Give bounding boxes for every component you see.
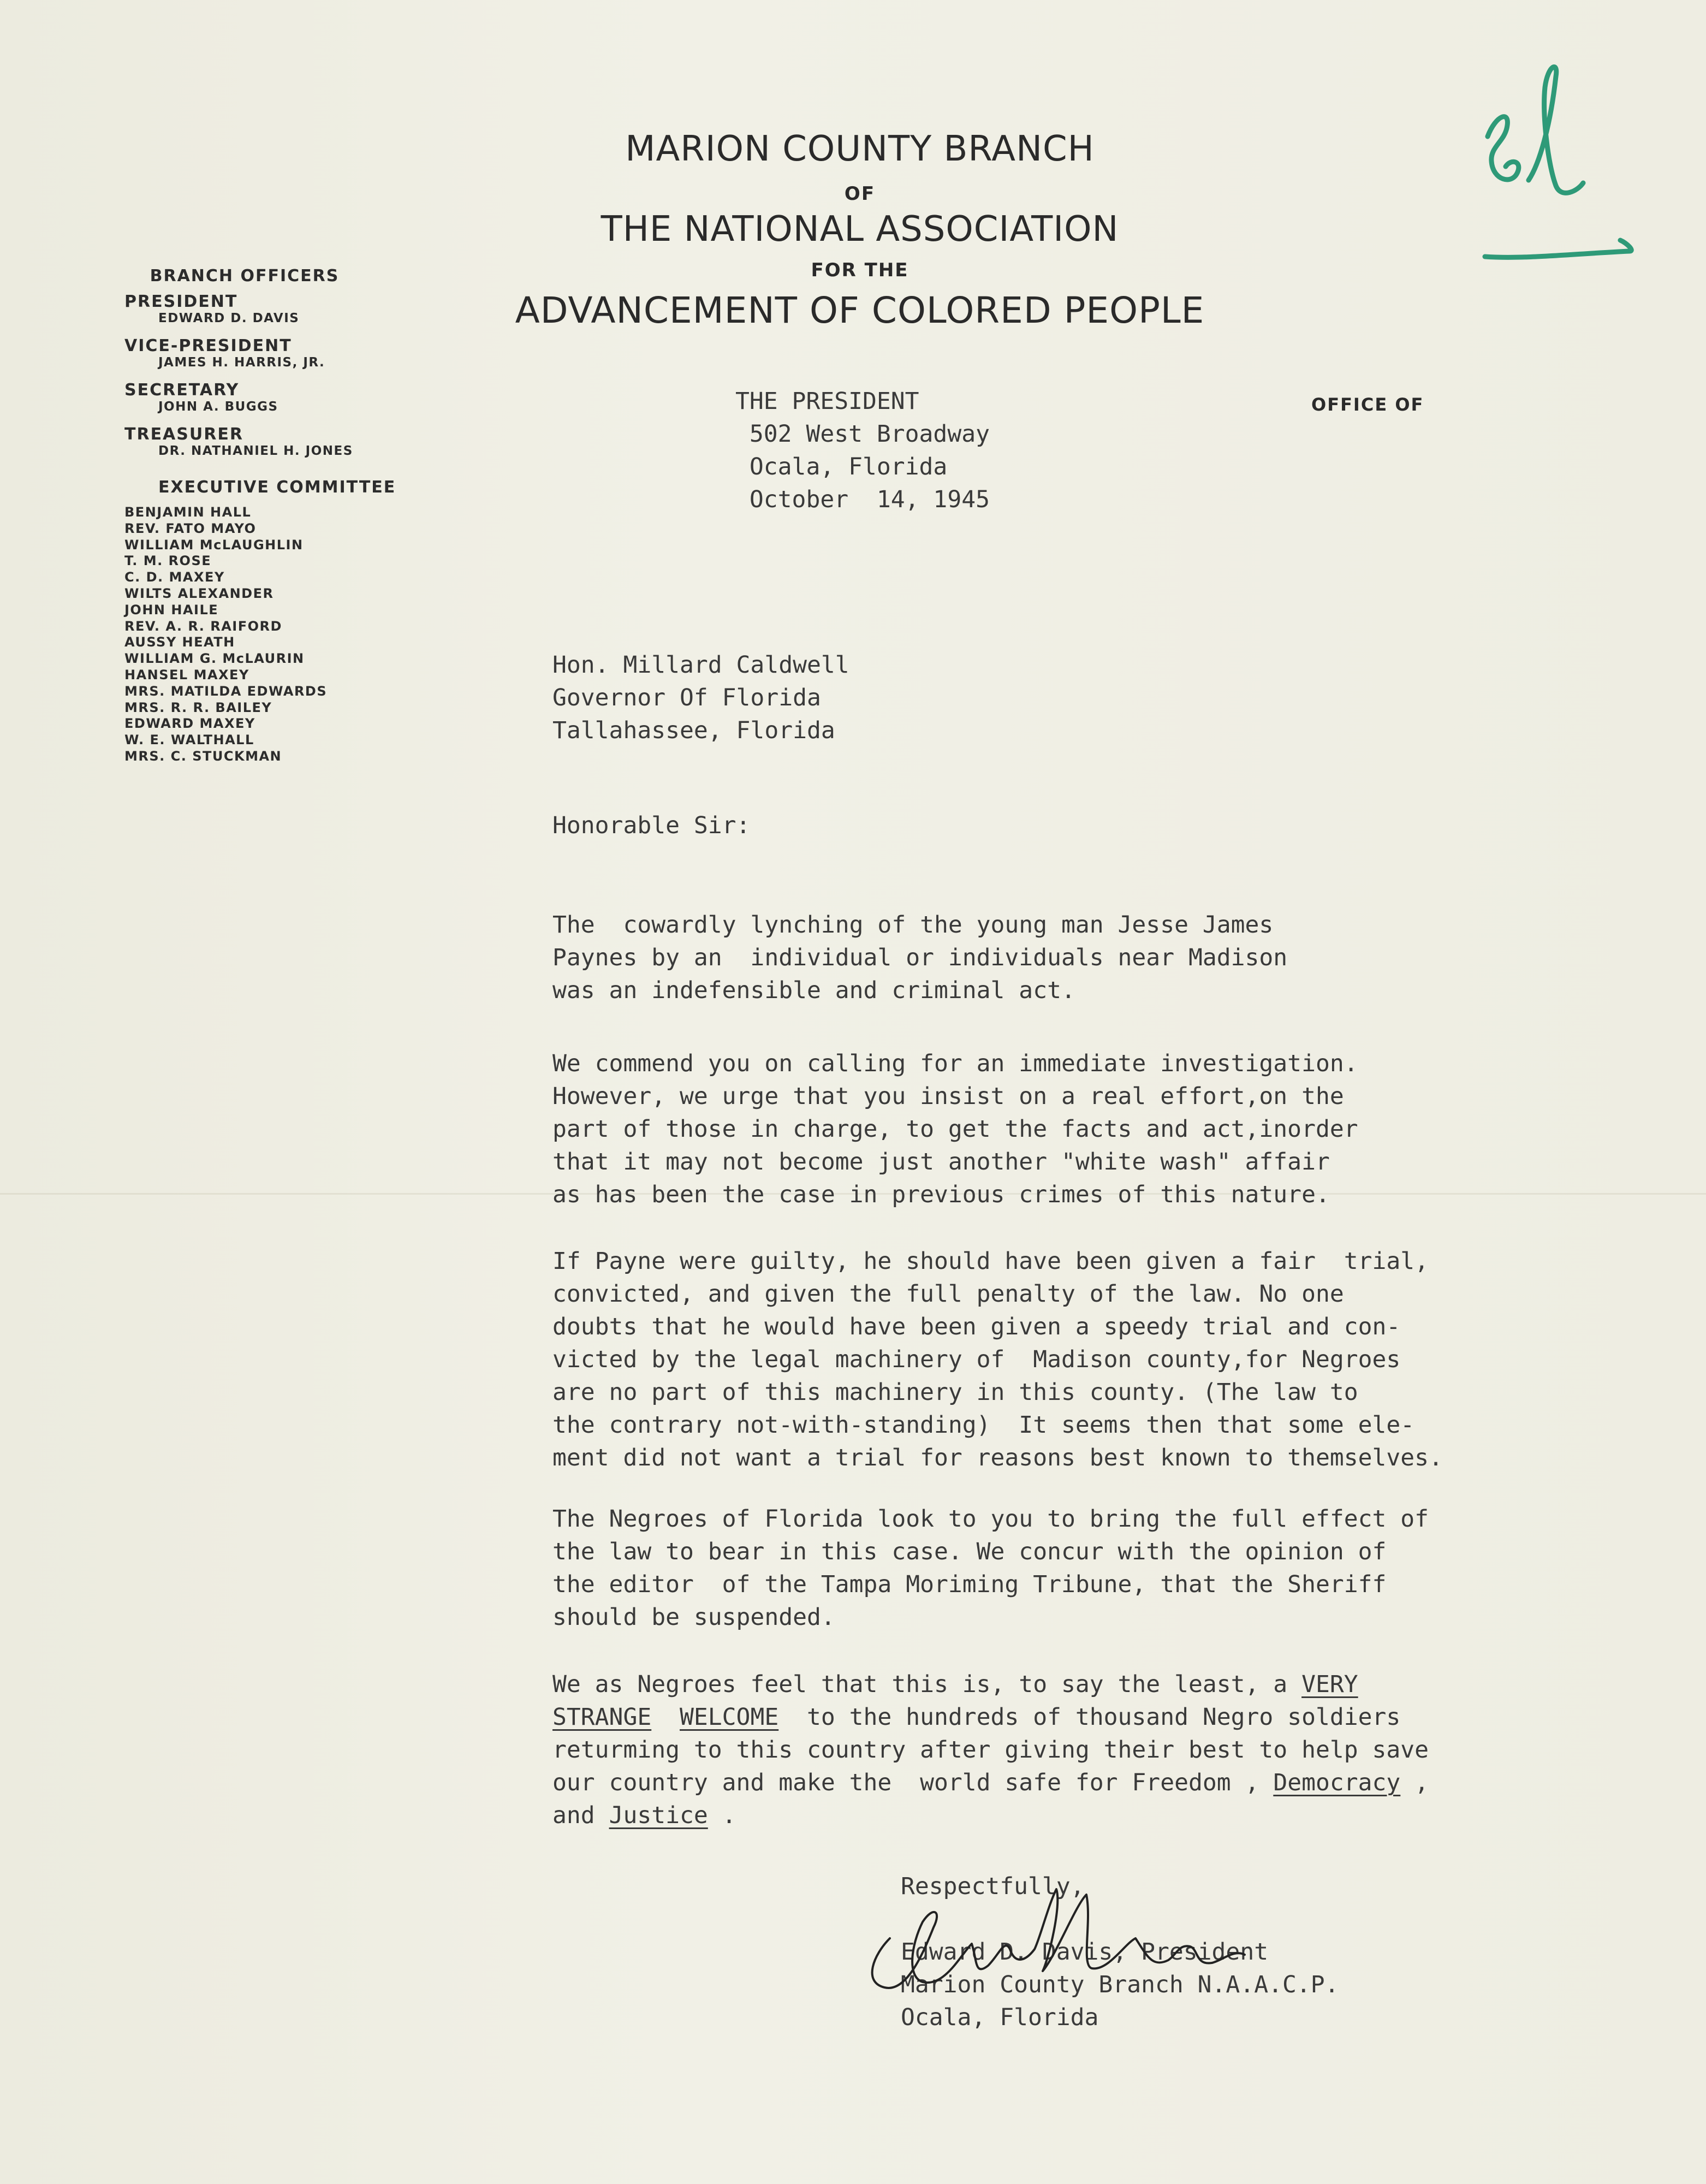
line-text: We as Negroes feel that this is, to say the least, a	[552, 1671, 1302, 1698]
body-line: part of those in charge, to get the facts and act,inorder	[552, 1115, 1358, 1143]
officers-column	[124, 266, 430, 765]
header-line: Ocala, Florida	[735, 453, 948, 480]
body-line: The cowardly lynching of the young man Jesse James	[552, 911, 1274, 939]
committee-member: EDWARD MAXEY	[124, 716, 255, 732]
body-line: ment did not want a trial for reasons best known to themselves.	[552, 1444, 1443, 1471]
recipient-address	[552, 649, 849, 747]
line-text: ,	[1400, 1769, 1429, 1796]
body-line: victed by the legal machinery of Madison county,for Negroes	[552, 1346, 1401, 1373]
committee-member: WILTS ALEXANDER	[124, 585, 274, 601]
officer-name: EDWARD D. DAVIS	[158, 311, 300, 325]
letterhead-line-2: OF	[844, 183, 876, 205]
body-line: the contrary not-with-standing) It seems then that some ele-	[552, 1411, 1415, 1439]
body-line: that it may not become just another "white wash" affair	[552, 1148, 1330, 1176]
body-line: Paynes by an individual or individuals near Madison	[552, 944, 1288, 971]
branch-officers-heading: BRANCH OFFICERS	[150, 266, 340, 286]
signer-city: Ocala, Florida	[901, 2004, 1099, 2031]
body-line: are no part of this machinery in this county. (The law to	[552, 1379, 1358, 1406]
underlined-strange: STRANGE	[552, 1704, 652, 1731]
committee-member: HANSEL MAXEY	[124, 667, 249, 682]
recipient-line: Governor Of Florida	[552, 684, 821, 711]
letterhead-line-1: MARION COUNTY BRANCH	[625, 129, 1095, 169]
recipient-line: Tallahassee, Florida	[552, 717, 835, 744]
committee-member: JOHN HAILE	[124, 602, 219, 618]
body-paragraph-5	[552, 1668, 1429, 1832]
officer-name: JOHN A. BUGGS	[158, 400, 278, 414]
body-line	[552, 1668, 1429, 1701]
letterhead-line-4: FOR THE	[811, 259, 909, 281]
body-line: the editor of the Tampa Moriming Tribune, that the Sheriff	[552, 1571, 1387, 1598]
header-line: 502 West Broadway	[735, 420, 990, 448]
line-text: our country and make the world safe for Freedom ,	[552, 1769, 1274, 1796]
executive-committee-heading: EXECUTIVE COMMITTEE	[158, 478, 396, 497]
line-text	[651, 1704, 680, 1731]
header-line: THE PRESIDENT	[735, 388, 919, 415]
officer-name: JAMES H. HARRIS, JR.	[158, 355, 325, 370]
signer-name: Edward D. Davis, President	[901, 1938, 1269, 1966]
body-line: as has been the case in previous crimes of this nature.	[552, 1181, 1330, 1208]
body-line: the law to bear in this case. We concur with the opinion of	[552, 1538, 1387, 1565]
committee-member: WILLIAM G. McLAURIN	[124, 651, 305, 667]
body-paragraph-1	[552, 909, 1287, 1007]
signer-org: Marion County Branch N.A.A.C.P.	[901, 1971, 1339, 1998]
body-line: was an indefensible and criminal act.	[552, 977, 1075, 1004]
body-line: However, we urge that you insist on a real effort,on the	[552, 1083, 1344, 1110]
committee-member: MRS. MATILDA EDWARDS	[124, 683, 328, 699]
officer-role: PRESIDENT	[124, 292, 238, 311]
sender-header	[735, 385, 990, 516]
handwritten-initials-mark	[1447, 55, 1643, 284]
body-line	[552, 1701, 1429, 1734]
line-text: to the hundreds of thousand Negro soldiers	[778, 1704, 1401, 1731]
committee-member: MRS. R. R. BAILEY	[124, 699, 272, 715]
committee-member: REV. FATO MAYO	[124, 520, 257, 536]
committee-member: BENJAMIN HALL	[124, 505, 252, 520]
body-paragraph-3	[552, 1245, 1443, 1474]
letterhead-line-5: ADVANCEMENT OF COLORED PEOPLE	[515, 289, 1205, 331]
body-line: We commend you on calling for an immediate investigation.	[552, 1050, 1358, 1077]
underlined-democracy: Democracy	[1273, 1769, 1401, 1796]
officer-role: VICE-PRESIDENT	[124, 336, 292, 355]
officer-name: DR. NATHANIEL H. JONES	[158, 444, 353, 458]
executive-committee-list	[124, 505, 430, 765]
line-text: .	[708, 1802, 736, 1829]
committee-member: MRS. C. STUCKMAN	[124, 748, 282, 764]
handwritten-signature	[841, 1873, 1277, 2004]
body-line	[552, 1766, 1429, 1799]
committee-member: REV. A. R. RAIFORD	[124, 618, 282, 634]
recipient-line: Hon. Millard Caldwell	[552, 651, 849, 679]
committee-member: AUSSY HEATH	[124, 634, 235, 650]
underlined-very: VERY	[1301, 1671, 1358, 1698]
body-line: doubts that he would have been given a speedy trial and con-	[552, 1313, 1401, 1340]
salutation: Honorable Sir:	[552, 812, 751, 839]
letterhead-line-3: THE NATIONAL ASSOCIATION	[601, 209, 1119, 250]
underlined-welcome: WELCOME	[680, 1704, 779, 1731]
underlined-justice: Justice	[609, 1802, 708, 1829]
body-line: If Payne were guilty, he should have been given a fair trial,	[552, 1248, 1429, 1275]
officer-role: TREASURER	[124, 425, 243, 444]
committee-member: T. M. ROSE	[124, 553, 212, 569]
body-paragraph-4	[552, 1503, 1429, 1634]
header-line: October 14, 1945	[735, 486, 990, 513]
body-line: should be suspended.	[552, 1604, 835, 1631]
committee-member: W. E. WALTHALL	[124, 732, 254, 748]
officer-role: SECRETARY	[124, 381, 240, 400]
office-of-label: OFFICE OF	[1311, 394, 1424, 415]
committee-member: WILLIAM McLAUGHLIN	[124, 537, 304, 553]
body-line	[552, 1799, 1429, 1832]
body-line: convicted, and given the full penalty of the law. No one	[552, 1280, 1344, 1308]
line-text: and	[552, 1802, 609, 1829]
body-paragraph-2	[552, 1047, 1358, 1211]
closing: Respectfully,	[901, 1873, 1085, 1900]
body-line: The Negroes of Florida look to you to bring the full effect of	[552, 1505, 1429, 1533]
committee-member: C. D. MAXEY	[124, 569, 225, 585]
body-line: returming to this country after giving their best to help save	[552, 1736, 1429, 1764]
